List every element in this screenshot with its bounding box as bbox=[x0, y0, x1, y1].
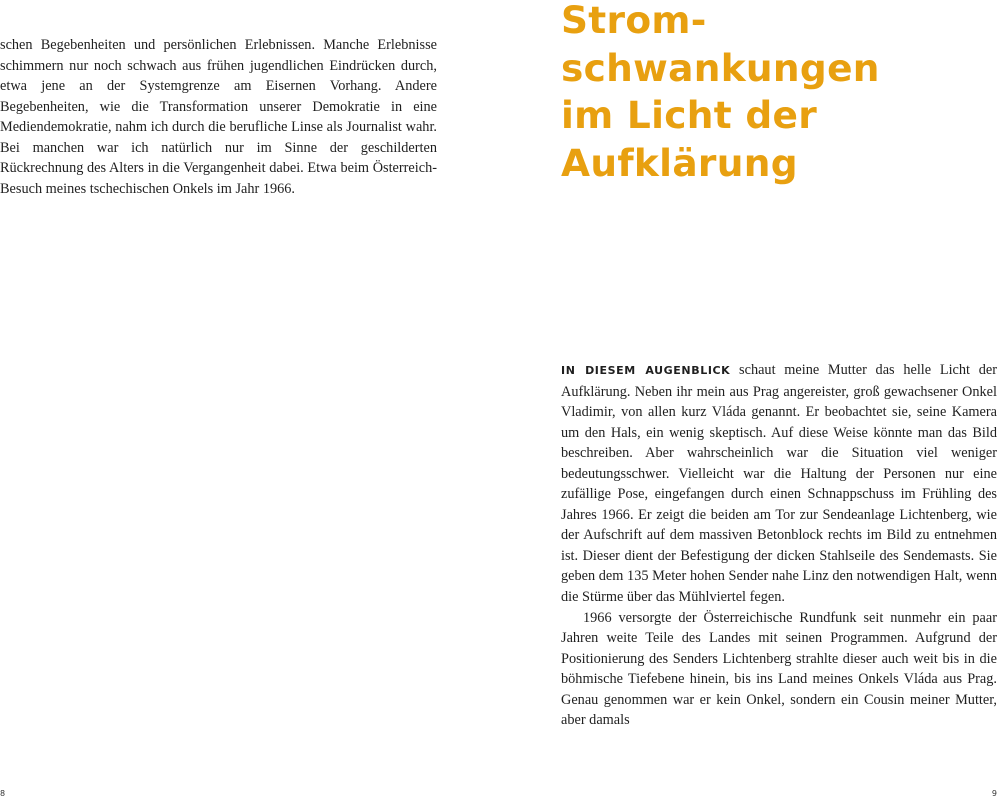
lead-in: IN DIESEM AUGENBLICK bbox=[561, 364, 731, 377]
chapter-title bbox=[561, 0, 981, 187]
chapter-title-line: im Licht der bbox=[561, 93, 818, 137]
paragraph-2: 1966 versorgte der Österreichische Rundfunk seit nunmehr ein paar Jahren weite Teile des Landes mit seinen Programmen. Aufgrund der Positionierung des Senders Lichtenberg strahlte dieser auch weit bis in die böhmische Tiefebene hinein, bis ins Land meines Onkels Vláda aus Prag. Genau genommen war er kein Onkel, sondern ein Cousin meiner Mutter, aber damals bbox=[561, 609, 997, 729]
paragraph-1 bbox=[561, 360, 997, 608]
right-page-body-text bbox=[561, 360, 997, 731]
paragraph-1-text: schaut meine Mutter das helle Licht der Aufklärung. Neben ihr mein aus Prag angereister, groß gewachsener Onkel Vladimir, von allen kurz Vláda genannt. Er beobachtet sie, seine Kamera um den Hals, ein wenig skeptisch. Auf diese Weise könnte man das Bild beschreiben. Aber wahrscheinlich war die Situation viel weniger bedeutungsschwer. Vielleicht war die Haltung der Personen nur eine zufällige Pose, eingefangen durch einen Schnappschuss im Frühling des Jahres 1966. Er zeigt die beiden am Tor zur Sendeanlage Lichtenberg, wie der Aufschrift auf dem massiven Betonblock rechts im Bild zu entnehmen ist. Dieser dient der Befestigung der dicken Stahlseile des Sendemasts. Sie geben dem 135 Meter hohen Sender nahe Linz den notwendigen Halt, wenn die Stürme über das Mühlviertel fegen. bbox=[561, 362, 997, 606]
page-number-right: 9 bbox=[991, 789, 997, 798]
right-page bbox=[500, 0, 1000, 800]
left-page-body-text: schen Begebenheiten und persönlichen Erlebnissen. Manche Erlebnisse schimmern nur noch schwach aus frühen jugendlichen Eindrücken durch, etwa jene an der Systemgrenze am Eisernen Vorhang. Andere Begebenheiten, wie die Transformation unserer Demokratie in eine Mediendemokratie, nahm ich durch die berufliche Linse als Journalist wahr. Bei manchen war ich natürlich nur im Sinne der geschilderten Rückrechnung des Alters in die Vergangenheit dabei. Etwa beim Österreich-Besuch meines tschechischen Onkels im Jahr 1966. bbox=[0, 37, 437, 197]
page-number-left: 8 bbox=[0, 789, 6, 798]
chapter-title-line: schwankungen bbox=[561, 45, 880, 90]
chapter-title-line: Strom- bbox=[561, 0, 707, 42]
chapter-title-line: Aufklärung bbox=[561, 140, 798, 185]
